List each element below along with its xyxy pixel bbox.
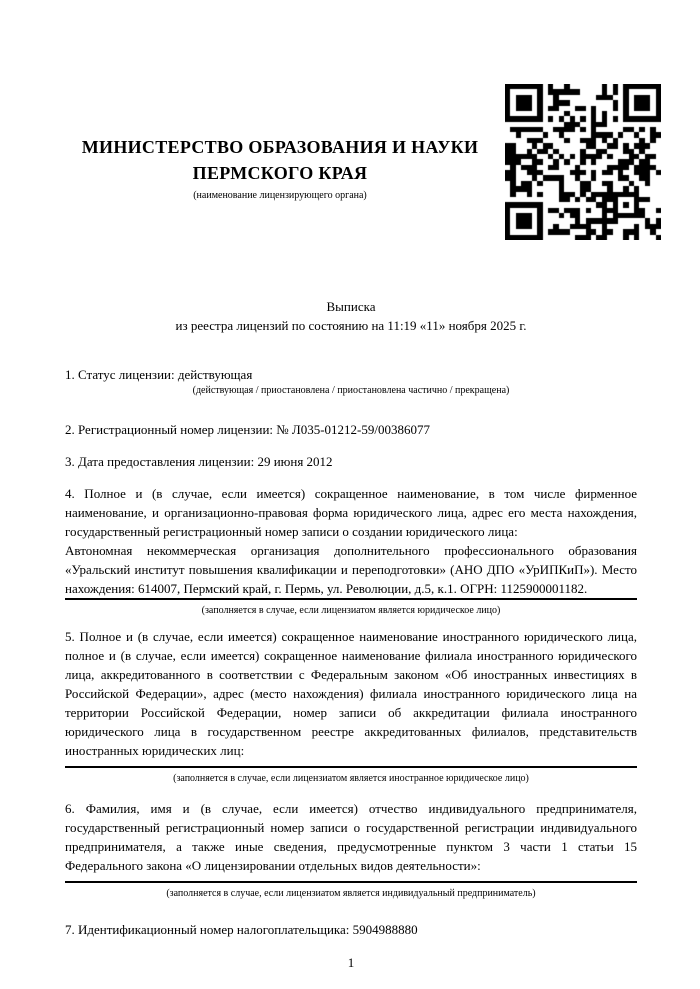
document-body <box>65 297 637 972</box>
section-legal-entity-label: 4. Полное и (в случае, если имеется) сокращенное наименование, в том числе фирменное наименование, и организационно-правовая форма юридического лица, адрес его места нахождения, государственный регистрационный номер записи о создании юридического лица: <box>65 486 637 539</box>
section-entrepreneur-label: 6. Фамилия, имя и (в случае, если имеется) отчество индивидуального предпринимателя, государственный регистрационный номер записи о государственной регистрации индивидуального предпринимателя, а также иные сведения, предусмотренные пунктом 3 части 1 статьи 15 Федерального закона «О лицензировании отдельных видов деятельности»: <box>65 801 637 873</box>
ministry-name-line1: МИНИСТЕРСТВО ОБРАЗОВАНИЯ И НАУКИ <box>81 137 479 157</box>
page-number: 1 <box>347 955 355 970</box>
foreign-entity-rule <box>65 766 637 768</box>
document-title: Выписка <box>326 299 376 314</box>
qr-code-image <box>505 84 661 240</box>
legal-entity-caption: (заполняется в случае, если лицензиатом является юридическое лицо) <box>201 605 501 616</box>
foreign-entity-caption: (заполняется в случае, если лицензиатом является иностранное юридическое лицо) <box>173 773 529 784</box>
qr-code <box>505 84 661 240</box>
document-subtitle: из реестра лицензий по состоянию на 11:19 «11» ноября 2025 г. <box>175 318 527 333</box>
section-license-status-caption: (действующая / приостановлена / приостановлена частично / прекращена) <box>192 385 510 396</box>
ministry-name-line2: ПЕРМСКОГО КРАЯ <box>192 163 368 183</box>
entrepreneur-rule <box>65 881 637 883</box>
section-registration-number: 2. Регистрационный номер лицензии: № Л035-01212-59/00386077 <box>65 422 431 437</box>
section-taxpayer-id: 7. Идентификационный номер налогоплательщика: 5904988880 <box>65 922 418 937</box>
legal-entity-rule <box>65 598 637 600</box>
section-license-status: 1. Статус лицензии: действующая <box>65 367 253 382</box>
section-legal-entity-value: Автономная некоммерческая организация дополнительного профессионального образования «Уральский институт повышения квалификации и переподготовки» (АНО ДПО «УрИПКиП»). Место нахождения: 614007, Пермский край, г. Пермь, ул. Революции, д.5, к.1. ОГРН: 1125900001182. <box>65 543 637 596</box>
entrepreneur-caption: (заполняется в случае, если лицензиатом является индивидуальный предприниматель) <box>166 888 536 899</box>
section-foreign-entity-label: 5. Полное и (в случае, если имеется) сокращенное наименование иностранного юридического лица, полное и (в случае, если имеется) сокращенное наименование филиала иностранного юридического лица, аккредитованного в соответствии с Федеральным законом «Об иностранных инвестициях в Российской Федерации», адрес (место нахождения) филиала иностранного юридического лица на территории Российской Федерации, номер записи об аккредитации филиала иностранного юридического лица в государственном реестре аккредитованных филиалов, представительств иностранных юридических лиц: <box>65 629 637 758</box>
section-grant-date: 3. Дата предоставления лицензии: 29 июня 2012 <box>65 454 333 469</box>
ministry-caption: (наименование лицензирующего органа) <box>193 190 367 201</box>
licensing-authority-header <box>65 134 495 202</box>
